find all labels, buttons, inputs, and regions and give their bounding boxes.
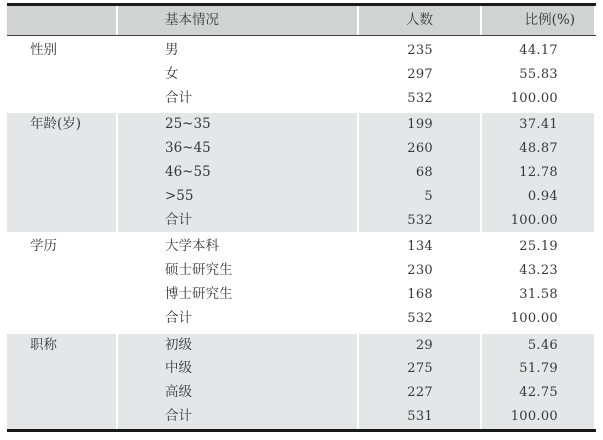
table-row xyxy=(118,87,594,111)
header-category-cell: 基本情况 xyxy=(118,6,357,35)
table-row xyxy=(118,63,594,87)
group-rows xyxy=(118,39,594,110)
count-cell: 532 xyxy=(407,310,433,326)
percent-cell: 100.00 xyxy=(482,405,594,429)
category-cell: 合计 xyxy=(118,405,357,429)
count-cell: 68 xyxy=(359,161,480,185)
table-group-0 xyxy=(7,36,596,113)
table-row xyxy=(118,185,594,209)
group-label-cell: 性别 xyxy=(30,42,57,58)
table-row xyxy=(118,357,594,381)
category-cell: 合计 xyxy=(165,309,192,326)
percent-cell: 100.00 xyxy=(482,209,594,233)
group-rows xyxy=(118,235,594,330)
category-cell: 大学本科 xyxy=(165,238,219,255)
demographics-table xyxy=(7,3,596,432)
category-cell: 初级 xyxy=(118,334,357,358)
percent-cell: 0.94 xyxy=(482,185,594,209)
table-row xyxy=(118,235,594,259)
count-cell: 275 xyxy=(359,357,480,381)
table-group-1 xyxy=(7,113,596,232)
table-row xyxy=(118,39,594,63)
percent-cell: 25.19 xyxy=(519,239,558,255)
category-cell: 合计 xyxy=(165,89,192,106)
table-row xyxy=(118,161,594,185)
table-row xyxy=(118,209,594,233)
count-cell: 532 xyxy=(407,90,433,106)
table-row xyxy=(118,381,594,405)
count-cell: 29 xyxy=(359,334,480,358)
group-rows xyxy=(118,113,594,232)
category-cell: 硕士研究生 xyxy=(165,262,233,279)
percent-cell: 43.23 xyxy=(519,263,558,279)
table-group-3 xyxy=(7,334,596,429)
group-label-cell: 学历 xyxy=(30,238,57,255)
count-cell: 5 xyxy=(359,185,480,209)
percent-cell: 44.17 xyxy=(519,43,558,58)
table-row xyxy=(118,113,594,137)
category-cell: 合计 xyxy=(118,209,357,233)
table-row xyxy=(118,259,594,283)
table-header xyxy=(7,6,596,36)
header-percent-cell: 比例(%) xyxy=(482,6,594,35)
category-cell: 25~35 xyxy=(118,113,357,137)
category-cell: >55 xyxy=(118,185,357,209)
count-cell: 134 xyxy=(407,239,433,255)
header-count-cell: 人数 xyxy=(359,6,480,35)
group-label-cell: 职称 xyxy=(7,334,116,429)
count-cell: 532 xyxy=(359,209,480,233)
count-cell: 168 xyxy=(407,286,433,302)
category-cell: 男 xyxy=(165,42,179,58)
table-group-2 xyxy=(7,232,596,333)
count-cell: 199 xyxy=(359,113,480,137)
count-cell: 260 xyxy=(359,137,480,161)
count-cell: 230 xyxy=(407,263,433,279)
category-cell: 中级 xyxy=(118,357,357,381)
table-row xyxy=(118,283,594,307)
table-row xyxy=(118,137,594,161)
table-row xyxy=(118,307,594,331)
percent-cell: 31.58 xyxy=(519,286,558,302)
percent-cell: 100.00 xyxy=(510,90,558,106)
group-rows xyxy=(118,334,594,429)
group-label-cell: 年龄(岁) xyxy=(7,113,116,232)
category-cell: 36~45 xyxy=(118,137,357,161)
percent-cell: 12.78 xyxy=(482,161,594,185)
category-cell: 高级 xyxy=(118,381,357,405)
table-row xyxy=(118,405,594,429)
percent-cell: 100.00 xyxy=(510,310,558,326)
count-cell: 235 xyxy=(407,43,433,58)
count-cell: 531 xyxy=(359,405,480,429)
table-row xyxy=(118,334,594,358)
percent-cell: 51.79 xyxy=(482,357,594,381)
category-cell: 女 xyxy=(165,65,179,82)
category-cell: 46~55 xyxy=(118,161,357,185)
percent-cell: 48.87 xyxy=(482,137,594,161)
category-cell: 博士研究生 xyxy=(165,285,233,302)
table-body xyxy=(7,36,596,429)
percent-cell: 5.46 xyxy=(482,334,594,358)
header-spacer-cell xyxy=(7,6,116,35)
percent-cell: 37.41 xyxy=(482,113,594,137)
percent-cell: 55.83 xyxy=(519,66,558,82)
count-cell: 227 xyxy=(359,381,480,405)
percent-cell: 42.75 xyxy=(482,381,594,405)
count-cell: 297 xyxy=(407,66,433,82)
